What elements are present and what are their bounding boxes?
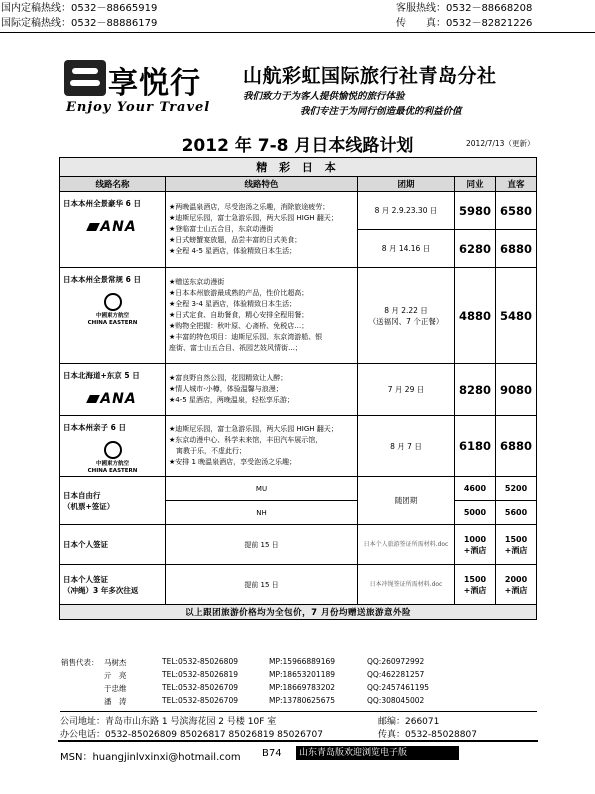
feature-line: ★日式螃蟹宴放题，品尝丰富的日式美食； [169, 236, 302, 244]
sales-rep-mobile: MP:18653201189 [269, 670, 336, 679]
section-title: 精 彩 日 本 [60, 158, 537, 177]
sales-rep-mobile: MP:13780625675 [269, 696, 336, 705]
feature-line: ★4-5 星酒店，两晚温泉，轻松享乐游； [169, 396, 294, 404]
feature-line: ★全程 4-5 星酒店，体验精致日本生活； [169, 247, 297, 255]
trade-price-value: 1000 [463, 534, 487, 544]
sales-rep-tel: TEL:0532-85026809 [162, 657, 238, 666]
direct-price: 5480 [496, 268, 537, 364]
trade-price: 4880 [455, 268, 496, 364]
trade-price-extra: +酒店 [463, 585, 487, 595]
route-name-cell [60, 192, 166, 268]
route-name: 日本本州亲子 6 日 [63, 423, 126, 432]
footer-rule [58, 740, 538, 742]
zip-code: 邮编：266071 [378, 717, 440, 727]
feature-line: ★赠送东京动漫街 [169, 278, 225, 286]
header-divider [0, 32, 595, 33]
feature-line: 寓教于乐，不虚此行； [169, 447, 246, 455]
trade-price [455, 525, 496, 565]
trade-price: 6180 [455, 416, 496, 477]
sales-rep-name: 亓 亮 [104, 671, 127, 680]
feature-line: ★购物全把握：秋叶原、心斋桥、免税店…； [169, 322, 309, 330]
flight-option: MU [166, 477, 358, 501]
feature-line: ★登临富士山五合目，东京动漫街 [169, 225, 274, 233]
feature-line: ★东京动漫中心、科学未来馆，丰田汽车展示馆， [169, 436, 323, 444]
company-address: 公司地址：青岛市山东路 1 号滨海花园 2 号楼 10F 室 [60, 717, 277, 727]
china-eastern-icon [104, 441, 122, 459]
logo-icon [64, 60, 106, 96]
feature-line: ★全程 3-4 星酒店，体验精致日本生活； [169, 300, 297, 308]
china-eastern-icon [104, 293, 122, 311]
departure-date: 8 月 7 日 [358, 416, 455, 477]
feature-line: ★两晚温泉酒店，尽受泡汤之乐趣，消除旅途疲劳； [169, 203, 330, 211]
china-eastern-cn: 中國東方航空 [95, 461, 129, 467]
route-features [166, 364, 358, 416]
processing-time: 提前 15 日 [166, 565, 358, 605]
route-table [59, 157, 537, 620]
route-name-cell [60, 416, 166, 477]
direct-price [496, 525, 537, 565]
feature-line: ★丰富的特色项目：迪斯尼乐园、东京湾游船、银 [169, 333, 323, 341]
direct-price-value: 2000 [504, 574, 528, 584]
header-departures: 团期 [358, 177, 455, 192]
trade-price-value: 1500 [463, 574, 487, 584]
footer-fax: 传真：0532-85028807 [378, 730, 477, 740]
feature-line: ★迪斯尼乐园，富士急游乐园，两大乐园 HIGH 翻天； [169, 425, 338, 433]
page-number: B74 [262, 748, 282, 759]
fax-number: 传 真：0532－82821226 [396, 18, 533, 29]
departure-note: （送福冈、7 个正餐） [368, 316, 444, 326]
ana-logo: ANA [63, 391, 162, 407]
sales-rep-name: 于忠维 [104, 684, 127, 693]
sales-rep-tel: TEL:0532-85026709 [162, 696, 238, 705]
feature-line: ★日本本州旅游最成熟的产品，性价比超高； [169, 289, 309, 297]
sales-rep-qq: QQ:2457461195 [367, 683, 430, 692]
site-banner[interactable]: 山东青岛版欢迎浏览电子版 www.zyoo.net [296, 746, 459, 760]
china-eastern-cn: 中國東方航空 [95, 313, 129, 319]
departure-date-text: 8 月 2.22 日 [384, 305, 428, 315]
direct-price [496, 565, 537, 605]
plan-title: 2012 年 7-8 月日本线路计划 [181, 136, 414, 156]
footer-divider [60, 711, 537, 712]
route-features [166, 268, 358, 364]
china-eastern-logo [63, 441, 162, 475]
sales-rep-qq: QQ:462281257 [367, 670, 425, 679]
direct-price: 9080 [496, 364, 537, 416]
route-name: 日本本州全景常规 6 日 [63, 275, 141, 284]
route-name-cell [60, 364, 166, 416]
sales-rep-mobile: MP:15966889169 [269, 657, 336, 666]
msn-contact: MSN：huangjinlvxinxi@hotmail.com [60, 752, 241, 763]
flight-option: NH [166, 501, 358, 525]
header-features: 线路特色 [166, 177, 358, 192]
route-features [166, 192, 358, 268]
table-row [60, 565, 537, 605]
sales-rep-mobile: MP:18669783202 [269, 683, 336, 692]
domestic-hotline: 国内定稿热线：0532－88665919 [1, 3, 158, 14]
visa-document-link[interactable]: 日本冲绳签证所需材料.doc [358, 565, 455, 605]
route-name-sub: （冲绳）3 年多次往返 [63, 585, 139, 595]
table-row [60, 268, 537, 364]
route-name-cell [60, 268, 166, 364]
trade-price: 5980 [455, 192, 496, 230]
logo-tagline: Enjoy Your Travel [66, 100, 211, 115]
ana-logo: ANA [63, 219, 162, 235]
agency-name: 山航彩虹国际旅行社青岛分社 [243, 65, 497, 87]
sales-rep-name: 马树杰 [104, 658, 127, 667]
sales-rep-qq: QQ:308045002 [367, 696, 425, 705]
visa-document-link[interactable]: 日本个人旅游签证所需材料.doc [358, 525, 455, 565]
trade-price: 4600 [455, 477, 496, 501]
logo-name: 享悦行 [108, 66, 201, 101]
direct-price-extra: +酒店 [504, 545, 528, 555]
route-name: 日本北海道+东京 5 日 [63, 371, 140, 380]
route-features [166, 416, 358, 477]
sales-rep-tel: TEL:0532-85026819 [162, 670, 238, 679]
trade-price-extra: +酒店 [463, 545, 487, 555]
table-row [60, 192, 537, 230]
departure-date: 8 月 14.16 日 [358, 230, 455, 268]
trade-price: 6280 [455, 230, 496, 268]
route-name-cell [60, 477, 166, 525]
departure-date: 8 月 2.9.23.30 日 [358, 192, 455, 230]
direct-price: 5600 [496, 501, 537, 525]
sales-rep-tel: TEL:0532-85026709 [162, 683, 238, 692]
table-row [60, 525, 537, 565]
departure-date: 7 月 29 日 [358, 364, 455, 416]
feature-line: ★富良野自然公园，花园精致让人醉； [169, 374, 288, 382]
direct-price: 6580 [496, 192, 537, 230]
trade-price: 5000 [455, 501, 496, 525]
header-direct-price: 直客 [496, 177, 537, 192]
china-eastern-en: CHINA EASTERN [87, 468, 138, 474]
departure-date: 随团期 [358, 477, 455, 525]
table-row [60, 416, 537, 477]
trade-price [455, 565, 496, 605]
departure-date [358, 268, 455, 364]
route-name: 日本本州全景豪华 6 日 [63, 199, 141, 208]
agency-slogan-1: 我们致力于为客人提供愉悦的旅行体验 [243, 91, 405, 102]
feature-line: ★安排 1 晚温泉酒店，享受泡汤之乐趣； [169, 458, 297, 466]
route-name: 日本个人签证 [63, 574, 108, 584]
sales-rep-name: 潘 涛 [104, 697, 127, 706]
sales-label: 销售代表： [61, 658, 99, 667]
route-name-sub: （机票+签证） [63, 501, 115, 511]
office-phones: 办公电话：0532-85026809 85026817 85026819 85026707 [60, 730, 323, 740]
direct-price-value: 1500 [504, 534, 528, 544]
china-eastern-logo [63, 293, 162, 327]
header-route-name: 线路名称 [60, 177, 166, 192]
route-name-cell [60, 565, 166, 605]
direct-price: 6880 [496, 230, 537, 268]
trade-price: 8280 [455, 364, 496, 416]
direct-price: 6880 [496, 416, 537, 477]
sales-rep-qq: QQ:260972992 [367, 657, 425, 666]
international-hotline: 国际定稿热线：0532－88886179 [1, 18, 158, 29]
feature-line: 座街、富士山五合目、祇园艺妓风情街…； [169, 344, 302, 352]
feature-line: ★日式定食、自助餐食，精心安排全程用餐； [169, 311, 309, 319]
processing-time: 提前 15 日 [166, 525, 358, 565]
plan-date: 2012/7/13（更新） [466, 139, 535, 148]
table-row [60, 364, 537, 416]
route-name: 日本自由行 [63, 490, 101, 500]
table-row [60, 477, 537, 501]
china-eastern-en: CHINA EASTERN [87, 320, 138, 326]
header-trade-price: 同业 [455, 177, 496, 192]
direct-price-extra: +酒店 [504, 585, 528, 595]
route-name: 日本个人签证 [60, 525, 166, 565]
feature-line: ★情人城市-小樽，体验温馨与浪漫； [169, 385, 283, 393]
price-note: 以上跟团旅游价格均为全包价，7 月份均赠送旅游意外险 [60, 605, 537, 620]
feature-line: ★迪斯尼乐园，富士急游乐园，两大乐园 HIGH 翻天； [169, 214, 338, 222]
direct-price: 5200 [496, 477, 537, 501]
service-hotline: 客服热线：0532－88668208 [396, 3, 533, 14]
agency-slogan-2: 我们专注于为同行创造最优的利益价值 [300, 106, 462, 117]
